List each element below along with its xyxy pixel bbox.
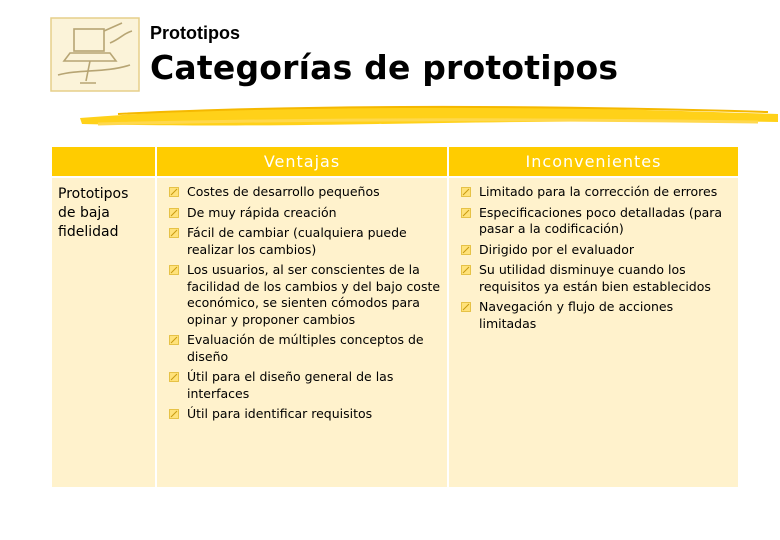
list-item (459, 205, 732, 238)
list-item (459, 184, 732, 201)
list-item (167, 406, 441, 423)
list-item (459, 299, 732, 332)
list-item (167, 262, 441, 328)
list-item (459, 242, 732, 259)
yellow-square-bullet-icon (461, 187, 471, 197)
yellow-square-bullet-icon (169, 409, 179, 419)
column-header-inconvenientes: Inconvenientes (448, 146, 739, 177)
list-item-text: De muy rápida creación (187, 204, 337, 220)
list-item (167, 205, 441, 222)
list-item-text: Limitado para la corrección de errores (479, 184, 718, 199)
table-header-row (51, 146, 739, 177)
list-item-text: Dirigido por el evaluador (479, 241, 635, 257)
list-item-text: Útil para identificar requisitos (187, 406, 373, 421)
list-item (167, 369, 441, 402)
list-item-text: Navegación y flujo de acciones limitadas (479, 299, 674, 331)
list-item-text: Especificaciones poco detalladas (para pasar a la codificación) (479, 204, 723, 236)
list-item-text: Costes de desarrollo pequeños (187, 184, 380, 199)
list-item (167, 332, 441, 365)
yellow-square-bullet-icon (169, 335, 179, 345)
yellow-square-bullet-icon (461, 245, 471, 255)
list-item-text: Evaluación de múltiples conceptos de diseño (187, 332, 424, 364)
row-label: Prototipos de baja fidelidad (51, 177, 156, 488)
yellow-square-bullet-icon (461, 302, 471, 312)
yellow-square-bullet-icon (169, 228, 179, 238)
yellow-square-bullet-icon (169, 265, 179, 275)
ventajas-list (157, 178, 447, 423)
yellow-square-bullet-icon (169, 208, 179, 218)
yellow-square-bullet-icon (169, 372, 179, 382)
yellow-square-bullet-icon (461, 208, 471, 218)
slide-title: Categorías de prototipos (150, 48, 619, 87)
slide-subtitle: Prototipos (150, 23, 240, 43)
ventajas-cell (156, 177, 448, 488)
list-item-text: Fácil de cambiar (cualquiera puede realizar los cambios) (187, 225, 407, 257)
prototypes-table (50, 145, 740, 489)
computer-sketch-logo (50, 17, 140, 92)
table-row (51, 177, 739, 488)
list-item (459, 262, 732, 295)
inconvenientes-cell (448, 177, 739, 488)
column-header-ventajas: Ventajas (156, 146, 448, 177)
list-item (167, 225, 441, 258)
list-item-text: Útil para el diseño general de las interfaces (187, 369, 394, 401)
list-item (167, 184, 441, 201)
yellow-square-bullet-icon (461, 265, 471, 275)
column-header-empty (51, 146, 156, 177)
yellow-brush-stroke (78, 100, 780, 132)
yellow-square-bullet-icon (169, 187, 179, 197)
list-item-text: Los usuarios, al ser conscientes de la facilidad de los cambios y del bajo coste económico, se sienten cómodos para opinar y proponer cambios (187, 262, 441, 327)
list-item-text: Su utilidad disminuye cuando los requisitos ya están bien establecidos (479, 262, 711, 294)
inconvenientes-list (449, 178, 738, 332)
